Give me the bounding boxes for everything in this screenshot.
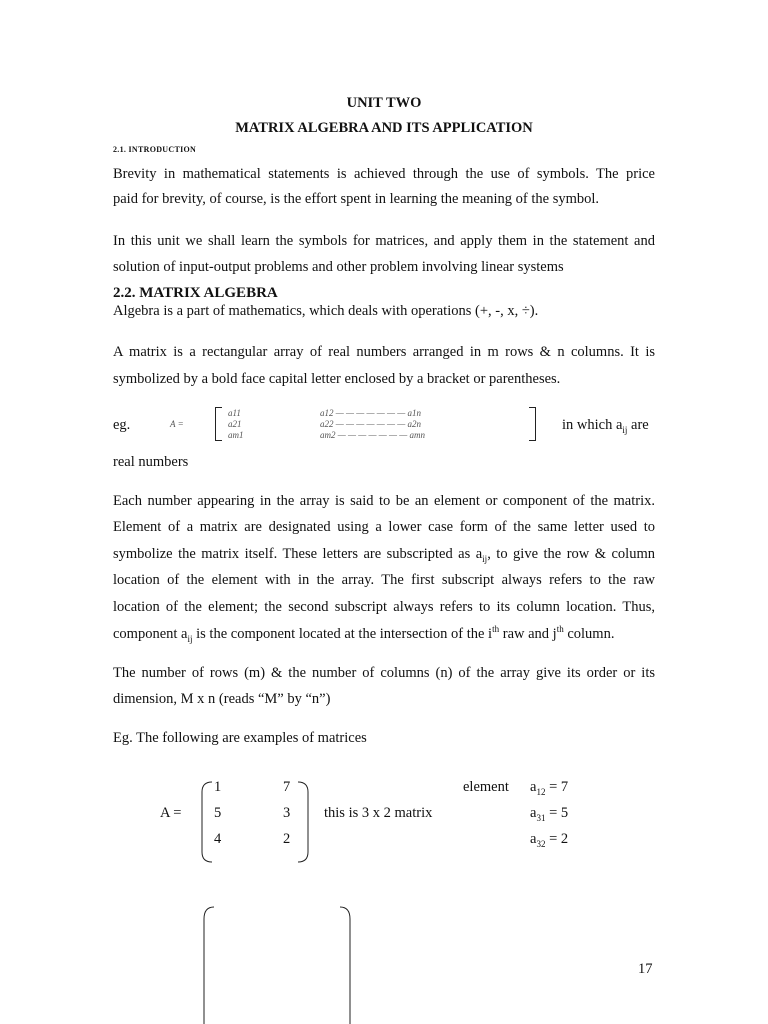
- element-example-3: $a_{32} = 2$: [530, 831, 569, 849]
- definition-line-1: A matrix is a rectangular array of real numbers arranged in m rows & n columns. It is: [113, 344, 655, 360]
- section-line-1: Algebra is a part of mathematics, which deals with operations (+, -, x, ÷).: [113, 303, 539, 319]
- general-matrix-cell: a11: [228, 408, 241, 418]
- general-matrix-cell: a21: [228, 419, 242, 429]
- dimension-line-2: dimension, M x n (reads “M” by “n”): [113, 691, 331, 707]
- in-which-text: in which $a_{ij}$ are: [562, 417, 649, 435]
- intro-paragraph-1-line-1: Brevity in mathematical statements is achieved through the use of symbols. The price: [113, 166, 655, 182]
- empty-matrix-brackets: [200, 905, 355, 1024]
- examples-intro: Eg. The following are examples of matrices: [113, 730, 367, 746]
- eg-label: eg.: [113, 417, 131, 433]
- general-matrix-cell: am1: [228, 430, 244, 440]
- example-matrix-cell: 3: [283, 805, 291, 821]
- elements-line-4: location of the element with in the array. The first subscript always refers to the raw: [113, 572, 655, 588]
- intro-paragraph-2-line-1: In this unit we shall learn the symbols for matrices, and apply them in the statement and: [113, 233, 655, 249]
- elements-line-2: Element of a matrix are designated using a lower case form of the same letter used to: [113, 519, 655, 535]
- example-matrix-cell: 2: [283, 831, 291, 847]
- general-matrix-cell: am2 — — — — — — — amn: [320, 430, 426, 440]
- unit-title: UNIT TWO: [346, 95, 422, 111]
- intro-heading: 2.1. INTRODUCTION: [113, 145, 197, 154]
- general-matrix-name: A =: [170, 419, 184, 429]
- example-matrix-cell: 1: [214, 779, 222, 795]
- element-label: element: [463, 779, 509, 795]
- general-matrix-cell: a22 — — — — — — — a2n: [320, 419, 422, 429]
- example-matrix-name: A =: [160, 805, 182, 821]
- page-number: 17: [638, 961, 653, 977]
- elements-line-5: location of the element; the second subscript always refers to its column location. Thus,: [113, 599, 655, 615]
- example-matrix-cell: 7: [283, 779, 291, 795]
- element-example-2: $a_{31} = 5$: [530, 805, 569, 823]
- example-matrix-cell: 4: [214, 831, 222, 847]
- element-example-1: $a_{12} = 7$: [530, 779, 569, 797]
- example-matrix-cell: 5: [214, 805, 222, 821]
- general-matrix-right-bracket: [529, 407, 536, 441]
- real-numbers-text: real numbers: [113, 454, 189, 470]
- section-heading: 2.2. MATRIX ALGEBRA: [113, 285, 278, 301]
- elements-line-3: symbolize the matrix itself. These letters are subscripted as $a_{ij}$, to give the row & column: [113, 546, 655, 564]
- intro-paragraph-1-line-2: paid for brevity, of course, is the effort spent in learning the meaning of the symbol.: [113, 191, 600, 207]
- example-matrix-description: this is 3 x 2 matrix: [324, 805, 433, 821]
- intro-paragraph-2-line-2: solution of input-output problems and other problem involving linear systems: [113, 259, 564, 275]
- main-title: MATRIX ALGEBRA AND ITS APPLICATION: [235, 120, 533, 136]
- general-matrix-left-bracket: [215, 407, 222, 441]
- dimension-line-1: The number of rows (m) & the number of columns (n) of the array give its order or its: [113, 665, 655, 681]
- definition-line-2: symbolized by a bold face capital letter enclosed by a bracket or parentheses.: [113, 371, 561, 387]
- elements-line-1: Each number appearing in the array is said to be an element or component of the matrix.: [113, 493, 655, 509]
- elements-line-6: component $a_{ij}$ is the component located at the intersection of the $i^{th}$ raw and $j^{th}$ column.: [113, 624, 615, 644]
- general-matrix-cell: a12 — — — — — — — a1n: [320, 408, 422, 418]
